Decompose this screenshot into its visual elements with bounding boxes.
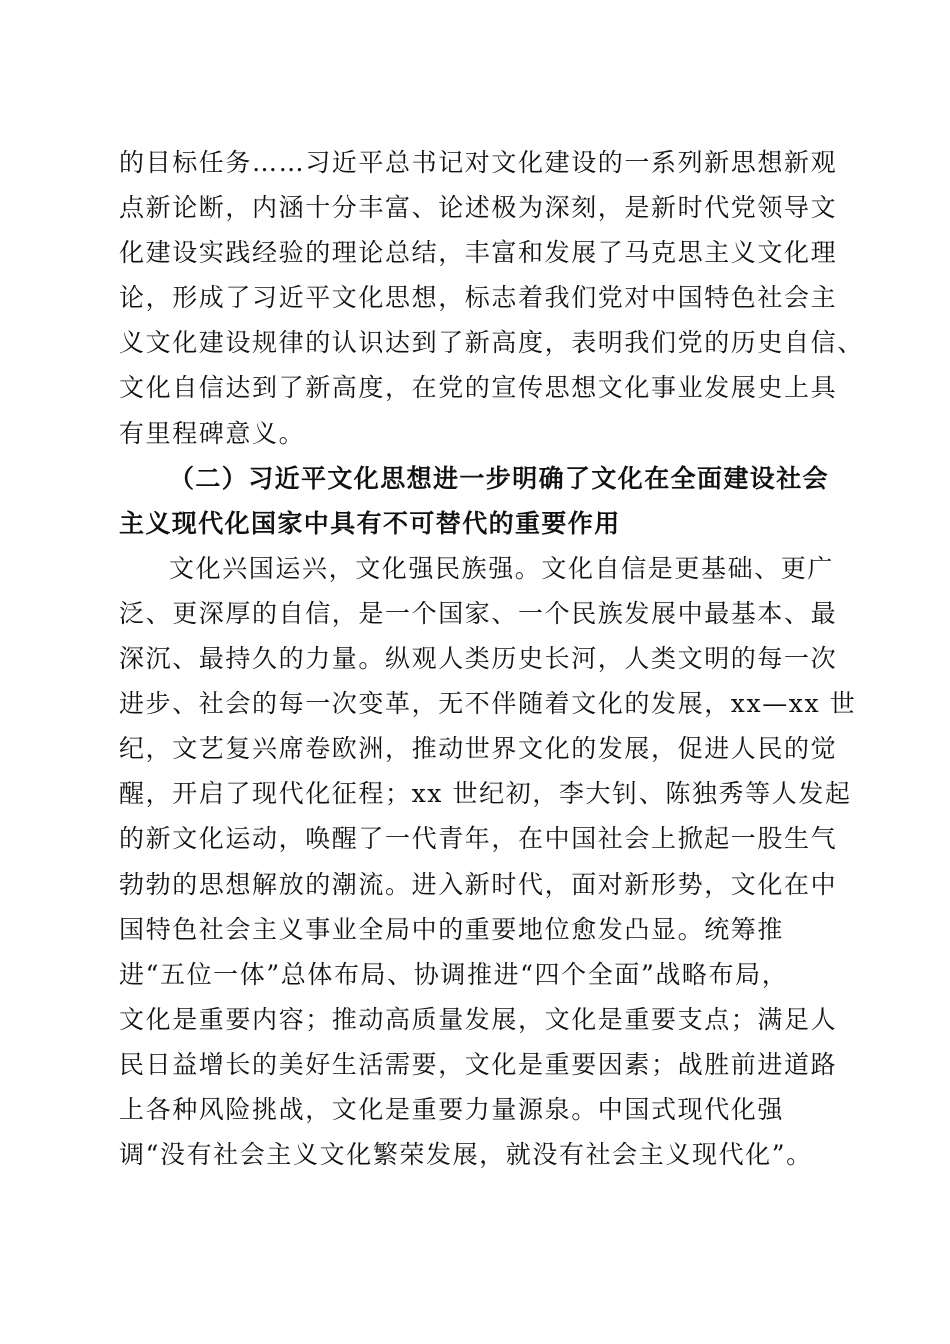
text-line: 义文化建设规律的认识达到了新高度，表明我们党的历史自信、 bbox=[119, 328, 864, 358]
text-line: 点新论断，内涵十分丰富、论述极为深刻，是新时代党领导文 bbox=[119, 193, 838, 223]
text-line: 文化是重要内容；推动高质量发展，文化是重要支点；满足人 bbox=[119, 1004, 838, 1034]
text-line: 有里程碑意义。 bbox=[119, 418, 306, 448]
text-line: 醒，开启了现代化征程；xx 世纪初，李大钊、陈独秀等人发起 bbox=[119, 779, 852, 809]
paragraph-continued bbox=[119, 140, 864, 456]
heading-line: （二）习近平文化思想进一步明确了文化在全面建设社会 bbox=[169, 463, 830, 493]
section-heading bbox=[119, 456, 849, 546]
text-line: 勃勃的思想解放的潮流。进入新时代，面对新形势，文化在中 bbox=[119, 869, 838, 899]
text-line: 国特色社会主义事业全局中的重要地位愈发凸显。统筹推 bbox=[119, 914, 785, 944]
text-line: 化建设实践经验的理论总结，丰富和发展了马克思主义文化理 bbox=[119, 238, 838, 268]
text-line: 民日益增长的美好生活需要，文化是重要因素；战胜前进道路 bbox=[119, 1049, 838, 1079]
text-line: 进“五位一体”总体布局、协调推进“四个全面”战略布局， bbox=[119, 959, 789, 989]
text-line: 文化自信达到了新高度，在党的宣传思想文化事业发展史上具 bbox=[119, 373, 838, 403]
heading-line: 主义现代化国家中具有不可替代的重要作用 bbox=[119, 508, 621, 538]
document-body bbox=[119, 140, 864, 1177]
text-line: 进步、社会的每一次变革，无不伴随着文化的发展，xx—xx 世 bbox=[119, 689, 857, 719]
text-line: 文化兴国运兴，文化强民族强。文化自信是更基础、更广 bbox=[169, 553, 835, 583]
text-line: 的新文化运动，唤醒了一代青年，在中国社会上掀起一股生气 bbox=[119, 824, 838, 854]
text-line: 上各种风险挑战，文化是重要力量源泉。中国式现代化强 bbox=[119, 1094, 785, 1124]
text-line: 调“没有社会主义文化繁荣发展，就没有社会主义现代化”。 bbox=[119, 1140, 813, 1170]
text-line: 论，形成了习近平文化思想，标志着我们党对中国特色社会主 bbox=[119, 283, 838, 313]
text-line: 泛、更深厚的自信，是一个国家、一个民族发展中最基本、最 bbox=[119, 598, 838, 628]
paragraph bbox=[119, 546, 857, 1177]
text-line: 的目标任务……习近平总书记对文化建设的一系列新思想新观 bbox=[119, 148, 838, 177]
text-line: 纪，文艺复兴席卷欧洲，推动世界文化的发展，促进人民的觉 bbox=[119, 734, 838, 764]
text-line: 深沉、最持久的力量。纵观人类历史长河，人类文明的每一次 bbox=[119, 644, 838, 674]
